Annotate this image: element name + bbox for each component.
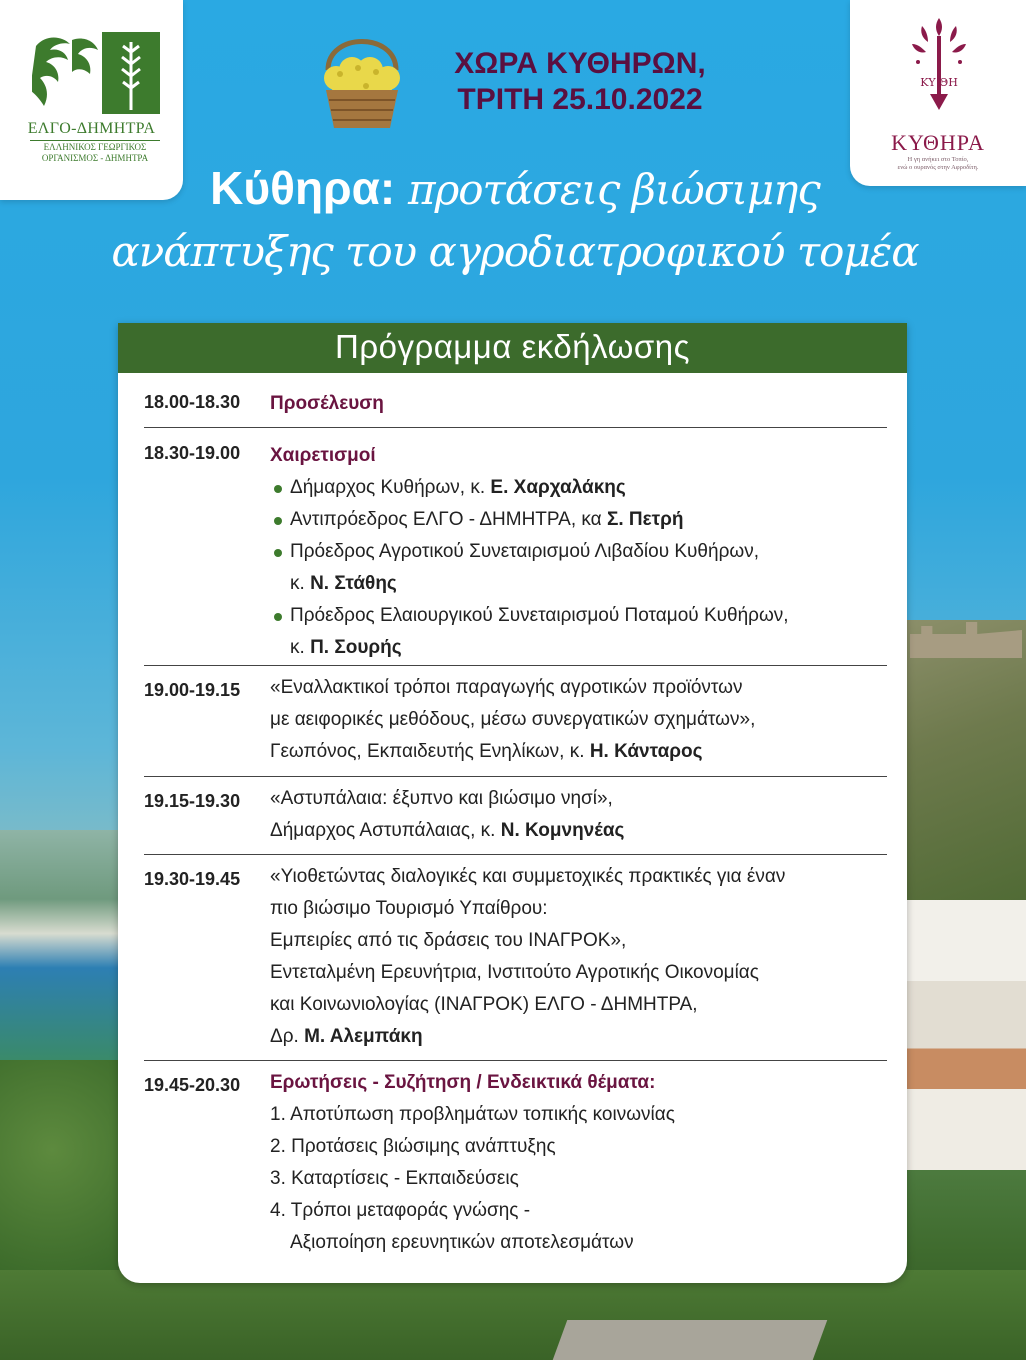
event-date: ΤΡΙΤΗ 25.10.2022	[457, 83, 703, 116]
speaker-role: Γεωπόνος, Εκπαιδευτής Ενηλίκων, κ.	[270, 741, 590, 762]
row-time: 19.15-19.30	[144, 791, 241, 811]
speaker-name: Ν. Κομνηνέας	[500, 820, 625, 841]
programme-row	[144, 855, 887, 1061]
list-item	[270, 600, 887, 632]
list-item	[270, 472, 887, 504]
speaker-role: Πρόεδρος Ελαιουργικού Συνεταιρισμού Ποταμού Κυθήρων,	[290, 605, 789, 626]
speaker-name: Μ. Αλεμπάκη	[304, 1026, 423, 1047]
kythira-name: ΚΥΘΗΡΑ	[891, 130, 985, 155]
speaker-role: Δήμαρχος Κυθήρων, κ.	[290, 477, 491, 498]
row-time: 19.45-20.30	[144, 1075, 241, 1095]
speaker-role: Αντιπρόεδρος ΕΛΓΟ - ΔΗΜΗΤΡΑ, κα	[290, 509, 607, 530]
speaker-name: Ε. Χαρχαλάκης	[490, 477, 626, 498]
event-place-date	[420, 46, 740, 118]
flower-basket-icon	[316, 24, 408, 132]
kythira-emblem-icon	[904, 14, 974, 122]
elgo-subtitle-line-2: ΟΡΓΑΝΙΣΜΟΣ - ΔΗΜΗΤΡΑ	[41, 153, 149, 163]
speaker-name: Η. Κάνταρος	[589, 741, 703, 762]
programme-rows	[144, 373, 887, 1261]
talk-title-line: «Αστυπάλαια: έξυπνο και βιώσιμο νησί»,	[270, 788, 613, 809]
list-item-continuation	[270, 568, 887, 600]
programme-row	[144, 373, 887, 428]
speaker-prefix: κ.	[290, 637, 311, 658]
speaker-name: Ν. Στάθης	[310, 573, 397, 594]
programme-card	[118, 323, 907, 1283]
talk-title-line: Εμπειρίες από τις δράσεις του ΙΝΑΓΡΟΚ»,	[270, 930, 627, 951]
backdrop-coast-left	[0, 830, 130, 1060]
programme-row	[144, 666, 887, 777]
row-title: Χαιρετισμοί	[270, 445, 376, 466]
programme-row	[144, 1061, 887, 1261]
row-time: 18.30-19.00	[144, 443, 241, 463]
backdrop-cliff-right	[906, 620, 1026, 910]
event-title	[100, 158, 930, 282]
programme-row	[144, 777, 887, 855]
speaker-name: Π. Σουρής	[310, 637, 402, 658]
speaker-line	[270, 815, 887, 847]
speaker-role: Πρόεδρος Αγροτικού Συνεταιρισμού Λιβαδίου Κυθήρων,	[290, 541, 759, 562]
row-title: Ερωτήσεις - Συζήτηση / Ενδεικτικά θέματα:	[270, 1072, 656, 1093]
kythira-tagline-line-2: ενώ ο ουρανός στην Αφροδίτη.	[897, 164, 979, 171]
list-item: 1. Αποτύπωση προβλημάτων τοπικής κοινωνίας	[270, 1104, 675, 1125]
row-time: 19.00-19.15	[144, 680, 241, 700]
list-item: 4. Τρόποι μεταφοράς γνώσης -	[270, 1200, 531, 1221]
title-script-line-1: προτάσεις βιώσιμης	[407, 165, 820, 214]
list-item-continuation: Αξιοποίηση ερευνητικών αποτελεσμάτων	[290, 1232, 634, 1253]
programme-row	[144, 428, 887, 666]
elgo-name: ΕΛΓΟ-ΔΗΜΗΤΡΑ	[27, 120, 156, 137]
title-bold: Κύθηρα:	[210, 162, 396, 214]
backdrop-houses-right	[906, 900, 1026, 1170]
list-item	[270, 504, 887, 536]
row-title: Προσέλευση	[270, 393, 384, 414]
speaker-line	[270, 736, 887, 768]
row-time: 18.00-18.30	[144, 392, 241, 412]
speaker-role: Δήμαρχος Αστυπάλαιας, κ.	[270, 820, 501, 841]
list-item: 3. Καταρτίσεις - Εκπαιδεύσεις	[270, 1168, 519, 1189]
list-item: 2. Προτάσεις βιώσιμης ανάπτυξης	[270, 1136, 556, 1157]
talk-title-line: πιο βιώσιμο Τουρισμό Υπαίθρου:	[270, 898, 548, 919]
speaker-affiliation-line: Εντεταλμένη Ερευνήτρια, Ινστιτούτο Αγροτικής Οικονομίας	[270, 962, 759, 983]
kythira-emblem-text: ΚΥ ΘΗ	[920, 76, 958, 89]
speaker-prefix: κ.	[290, 573, 311, 594]
speaker-name: Σ. Πετρή	[606, 509, 684, 530]
title-script-line-2: ανάπτυξης του αγροδιατροφικού τομέα	[111, 227, 919, 276]
talk-title-line: «Εναλλακτικοί τρόποι παραγωγής αγροτικών προϊόντων	[270, 677, 743, 698]
elgo-logo-icon	[32, 32, 160, 114]
event-place: ΧΩΡΑ ΚΥΘΗΡΩΝ,	[454, 47, 706, 80]
elgo-subtitle-line-1: ΕΛΛΗΝΙΚΟΣ ΓΕΩΡΓΙΚΟΣ	[43, 142, 147, 152]
talk-title-line: «Υιοθετώντας διαλογικές και συμμετοχικές πρακτικές για έναν	[270, 866, 786, 887]
list-item	[270, 536, 887, 568]
backdrop-trees	[0, 1270, 1026, 1360]
list-item-continuation	[270, 632, 887, 664]
talk-title-line: με αειφορικές μεθόδους, μέσω συνεργατικών σχημάτων»,	[270, 709, 756, 730]
row-time: 19.30-19.45	[144, 869, 241, 889]
speaker-affiliation-line: και Κοινωνιολογίας (ΙΝΑΓΡΟΚ) ΕΛΓΟ - ΔΗΜΗΤΡΑ,	[270, 994, 698, 1015]
speaker-line	[270, 1021, 887, 1053]
programme-heading: Πρόγραμμα εκδήλωσης	[118, 323, 907, 373]
kythira-tagline-line-1: Η γη ανήκει στο Τοπίο,	[907, 156, 969, 163]
backdrop-road	[553, 1320, 828, 1360]
speaker-prefix: Δρ.	[270, 1026, 305, 1047]
